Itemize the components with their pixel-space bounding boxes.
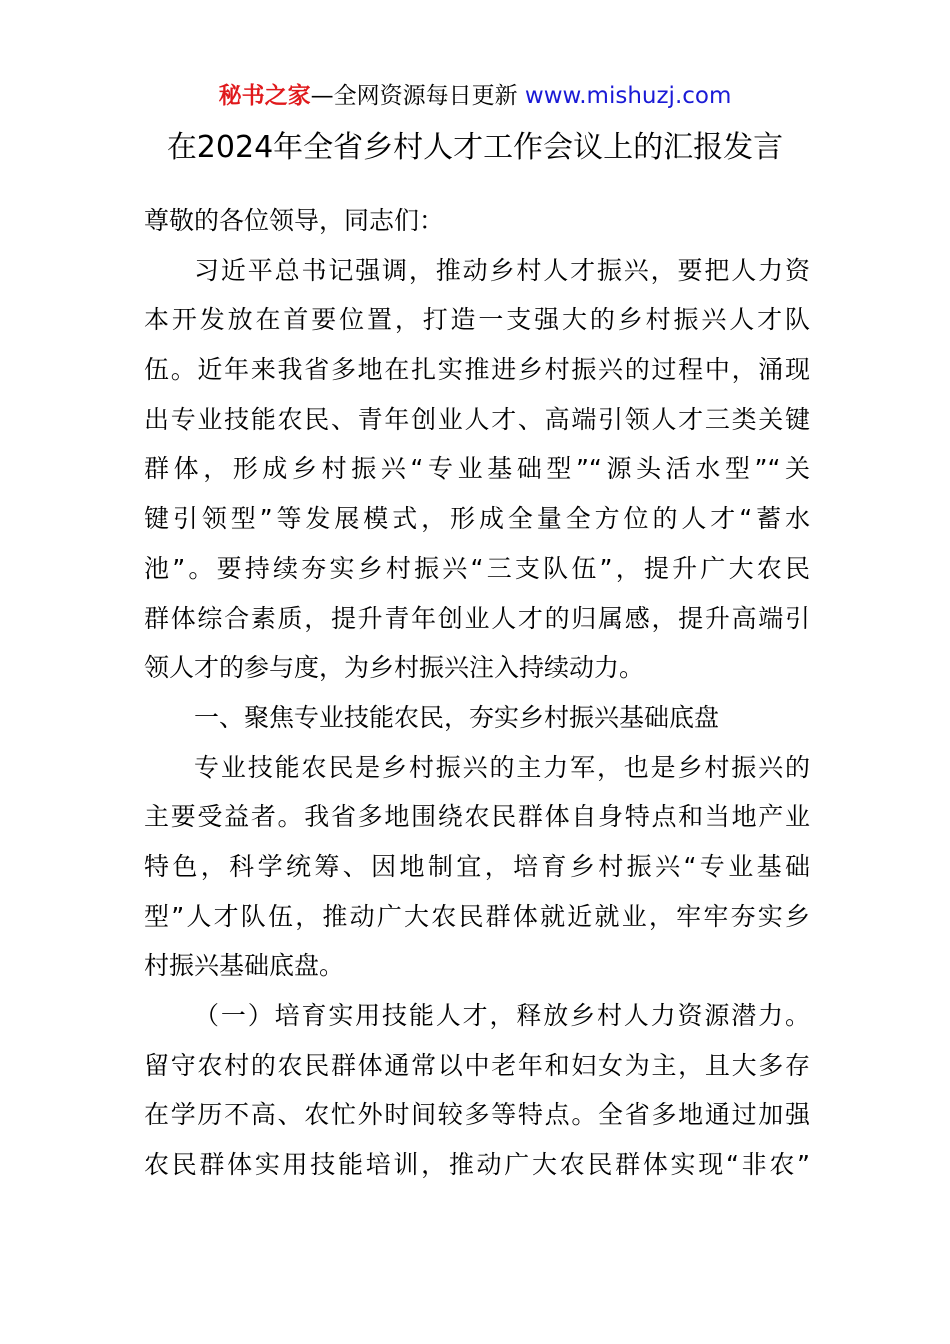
site-url[interactable]: www.mishuzj.com bbox=[524, 83, 732, 109]
paragraph-line: 键引领型”等发展模式，形成全量全方位的人才“蓄水 bbox=[144, 504, 810, 534]
paragraph-line: 群体综合素质，提升青年创业人才的归属感，提升高端引 bbox=[144, 603, 810, 633]
paragraph-line: 习近平总书记强调，推动乡村人才振兴，要把人力资 bbox=[194, 255, 810, 285]
paragraph-line: 型”人才队伍，推动广大农民群体就近就业，牢牢夯实乡 bbox=[144, 901, 810, 931]
banner-tagline: —全网资源每日更新 bbox=[310, 83, 518, 109]
paragraph-line: 专业技能农民是乡村振兴的主力军，也是乡村振兴的 bbox=[194, 752, 810, 782]
paragraph-line: 出专业技能农民、青年创业人才、高端引领人才三类关键 bbox=[144, 404, 810, 434]
document-title: 在2024年全省乡村人才工作会议上的汇报发言 bbox=[166, 130, 784, 165]
paragraph-line: 留守农村的农民群体通常以中老年和妇女为主，且大多存 bbox=[144, 1050, 810, 1080]
paragraph-line: 在学历不高、农忙外时间较多等特点。全省多地通过加强 bbox=[144, 1100, 810, 1130]
paragraph-line: 伍。近年来我省多地在扎实推进乡村振兴的过程中，涌现 bbox=[144, 355, 810, 385]
subsection-heading: （一）培育实用技能人才，释放乡村人力资源潜力。 bbox=[194, 1001, 810, 1030]
paragraph-line: 村振兴基础底盘。 bbox=[144, 951, 345, 981]
paragraph-line: 特色，科学统筹、因地制宜，培育乡村振兴“专业基础 bbox=[144, 851, 810, 881]
brand-name: 秘书之家 bbox=[218, 83, 311, 109]
paragraph-line: 群体，形成乡村振兴“专业基础型”“源头活水型”“关 bbox=[144, 454, 810, 484]
site-banner bbox=[0, 80, 950, 112]
paragraph-line: 农民群体实用技能培训，推动广大农民群体实现“非农” bbox=[144, 1150, 810, 1180]
paragraph-line: 主要受益者。我省多地围绕农民群体自身特点和当地产业 bbox=[144, 802, 810, 832]
document-body bbox=[144, 196, 810, 1190]
greeting-line: 尊敬的各位领导，同志们： bbox=[144, 206, 445, 235]
section-heading: 一、聚焦专业技能农民，夯实乡村振兴基础底盘 bbox=[194, 702, 720, 732]
paragraph-line: 本开发放在首要位置，打造一支强大的乡村振兴人才队 bbox=[144, 305, 810, 335]
paragraph-line: 领人才的参与度，为乡村振兴注入持续动力。 bbox=[144, 653, 645, 683]
paragraph-line: 池”。要持续夯实乡村振兴“三支队伍”，提升广大农民 bbox=[144, 553, 810, 583]
